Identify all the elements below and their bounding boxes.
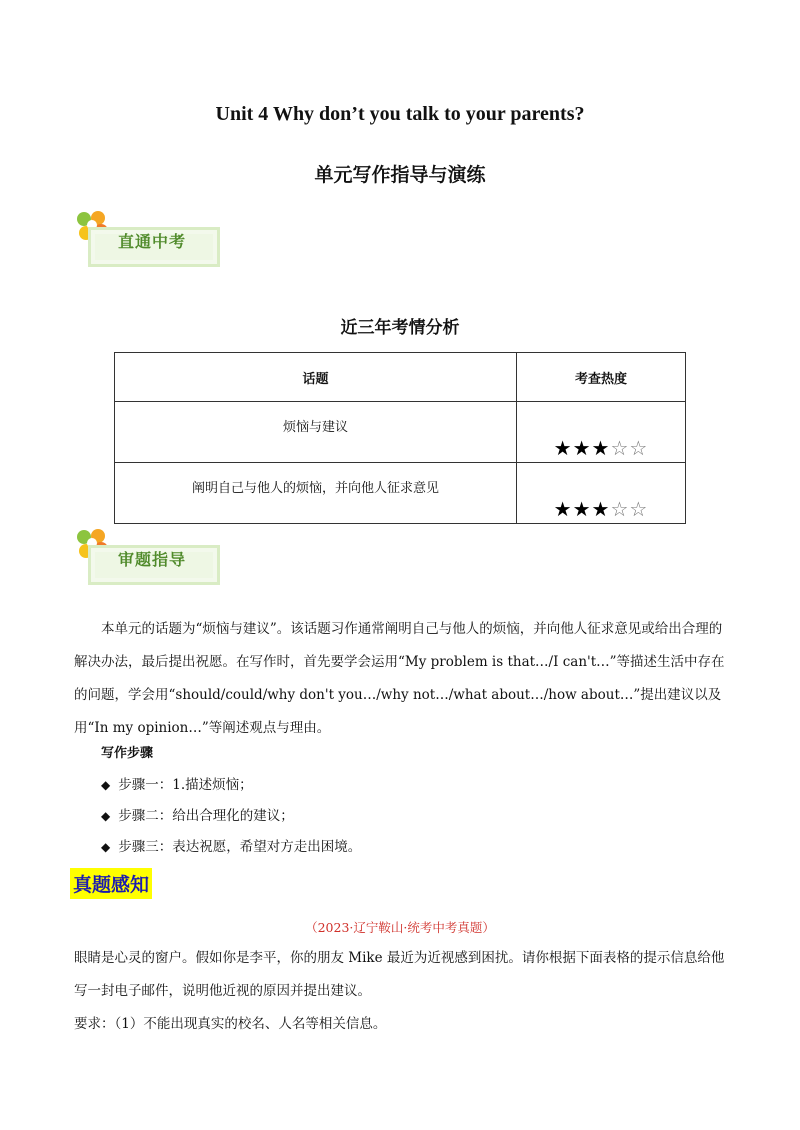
exam-requirement: 要求：（1）不能出现真实的校名、人名等相关信息。	[74, 1016, 387, 1032]
table-header-row	[115, 353, 686, 402]
list-item: ◆ 步骤一：1.描述烦恼；	[101, 777, 253, 793]
exam-source: （2023·辽宁鞍山·统考中考真题）	[305, 920, 495, 935]
section-tag-direct-exam	[74, 210, 234, 280]
section-label: 审题指导	[118, 550, 187, 569]
steps-title: 写作步骤	[101, 746, 154, 761]
empty-star-icon: ☆☆	[610, 436, 649, 460]
table-row	[115, 402, 686, 463]
section-tag-guidance	[74, 528, 234, 598]
star-rating	[517, 463, 686, 524]
diamond-bullet-icon: ◆	[101, 840, 111, 854]
guidance-paragraph: 本单元的话题为“烦恼与建议”。该话题习作通常阐明自己与他人的烦恼，并向他人征求意见或给出合理的解决办法，最后提出祝愿。在写作时，首先要学会运用“My problem is that…/I can't…”等描述生活中存在的问题，学会用“should/could/why don't you…/why not…/what about…/how about…”提出建议以及用“In my opinion…”等阐述观点与理由。	[74, 621, 725, 736]
star-rating	[517, 402, 686, 463]
document-title-cn: 单元写作指导与演练	[314, 164, 486, 186]
exam-prompt: 眼睛是心灵的窗户。假如你是李平，你的朋友 Mike 最近为近视感到困扰。请你根据下面表格的提示信息给他写一封电子邮件，说明他近视的原因并提出建议。	[74, 950, 725, 999]
document-title-en: Unit 4 Why don’t you talk to your parents?	[215, 103, 585, 125]
list-item: ◆ 步骤二：给出合理化的建议；	[101, 808, 294, 824]
star-icon: ★★★	[553, 497, 611, 521]
list-item: ◆ 步骤三：表达祝愿，希望对方走出困境。	[101, 839, 362, 855]
column-header-heat: 考查热度	[517, 353, 686, 402]
column-header-topic: 话题	[115, 353, 517, 402]
analysis-title: 近三年考情分析	[340, 318, 460, 338]
table-row	[115, 463, 686, 524]
star-icon: ★★★	[553, 436, 611, 460]
topic-cell: 烦恼与建议	[115, 402, 517, 463]
section-label: 直通中考	[118, 232, 187, 251]
diamond-bullet-icon: ◆	[101, 778, 111, 792]
real-exam-title: 真题感知	[70, 868, 152, 899]
diamond-bullet-icon: ◆	[101, 809, 111, 823]
empty-star-icon: ☆☆	[610, 497, 649, 521]
analysis-table	[114, 352, 686, 524]
topic-cell: 阐明自己与他人的烦恼，并向他人征求意见	[115, 463, 517, 524]
